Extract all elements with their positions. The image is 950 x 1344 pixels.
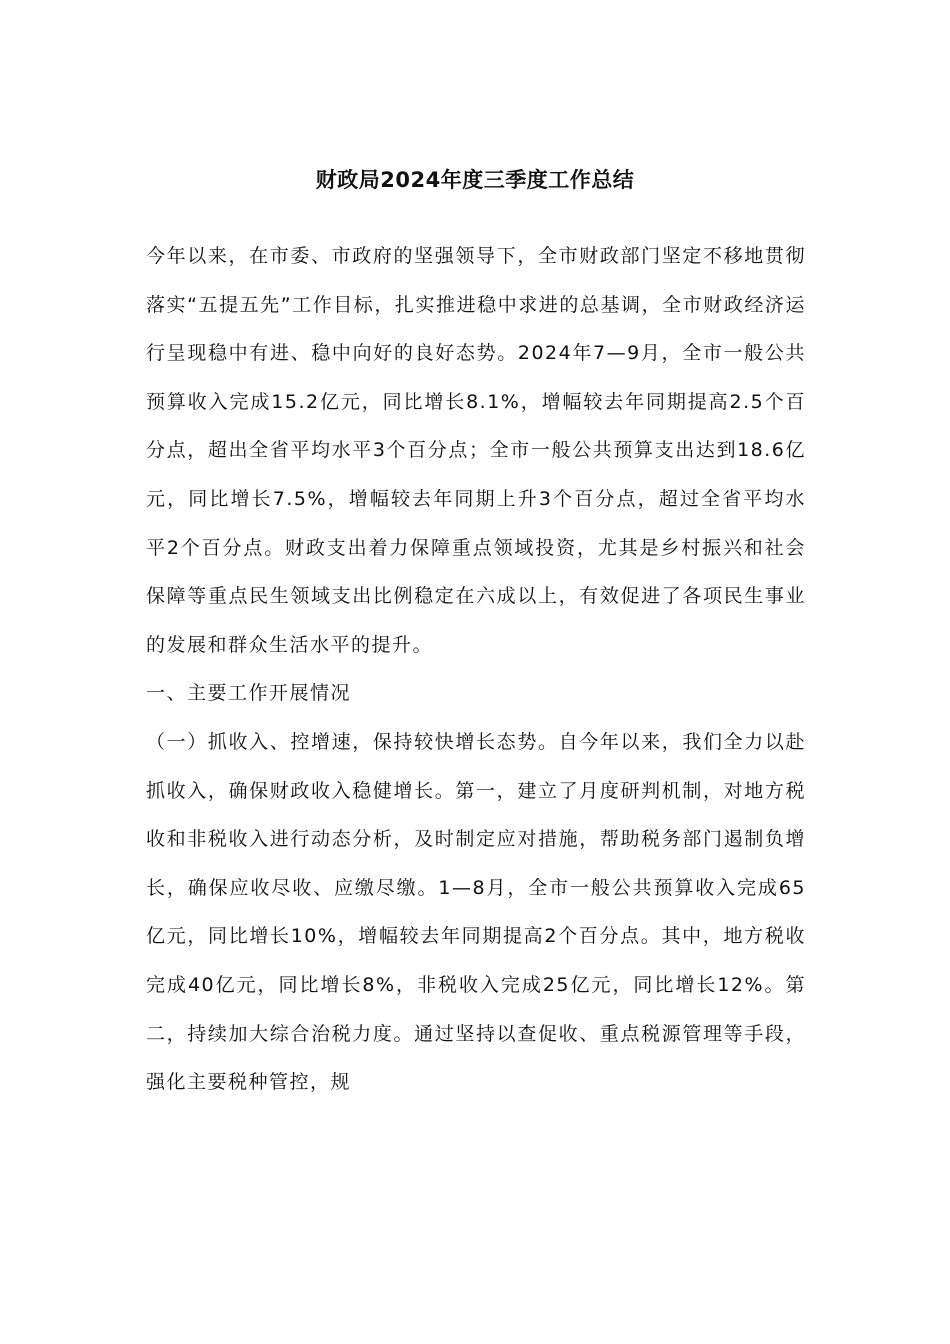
section-paragraph: （一）抓收入、控增速，保持较快增长态势。自今年以来，我们全力以赴抓收入，确保财政收入稳健增长。第一，建立了月度研判机制，对地方税收和非税收入进行动态分析，及时制定应对措施，帮助税务部门遏制负增长，确保应收尽收、应缴尽缴。1—8月，全市一般公共预算收入完成65亿元，同比增长10%，增幅较去年同期提高2个百分点。其中，地方税收完成40亿元，同比增长8%，非税收入完成25亿元，同比增长12%。第二，持续加大综合治税力度。通过坚持以查促收、重点税源管理等手段，强化主要税种管控，规: [146, 730, 806, 1094]
document-title: 财政局2024年度三季度工作总结: [315, 168, 635, 192]
document-body: [146, 232, 806, 1107]
intro-paragraph: 今年以来，在市委、市政府的坚强领导下，全市财政部门坚定不移地贯彻落实“五提五先”工作目标，扎实推进稳中求进的总基调，全市财政经济运行呈现稳中有进、稳中向好的良好态势。2024年7—9月，全市一般公共预算收入完成15.2亿元，同比增长8.1%，增幅较去年同期提高2.5个百分点，超出全省平均水平3个百分点；全市一般公共预算支出达到18.6亿元，同比增长7.5%，增幅较去年同期上升3个百分点，超过全省平均水平2个百分点。财政支出着力保障重点领域投资，尤其是乡村振兴和社会保障等重点民生领域支出比例稳定在六成以上，有效促进了各项民生事业的发展和群众生活水平的提升。: [146, 245, 806, 656]
section-heading: 一、主要工作开展情况: [146, 682, 352, 705]
